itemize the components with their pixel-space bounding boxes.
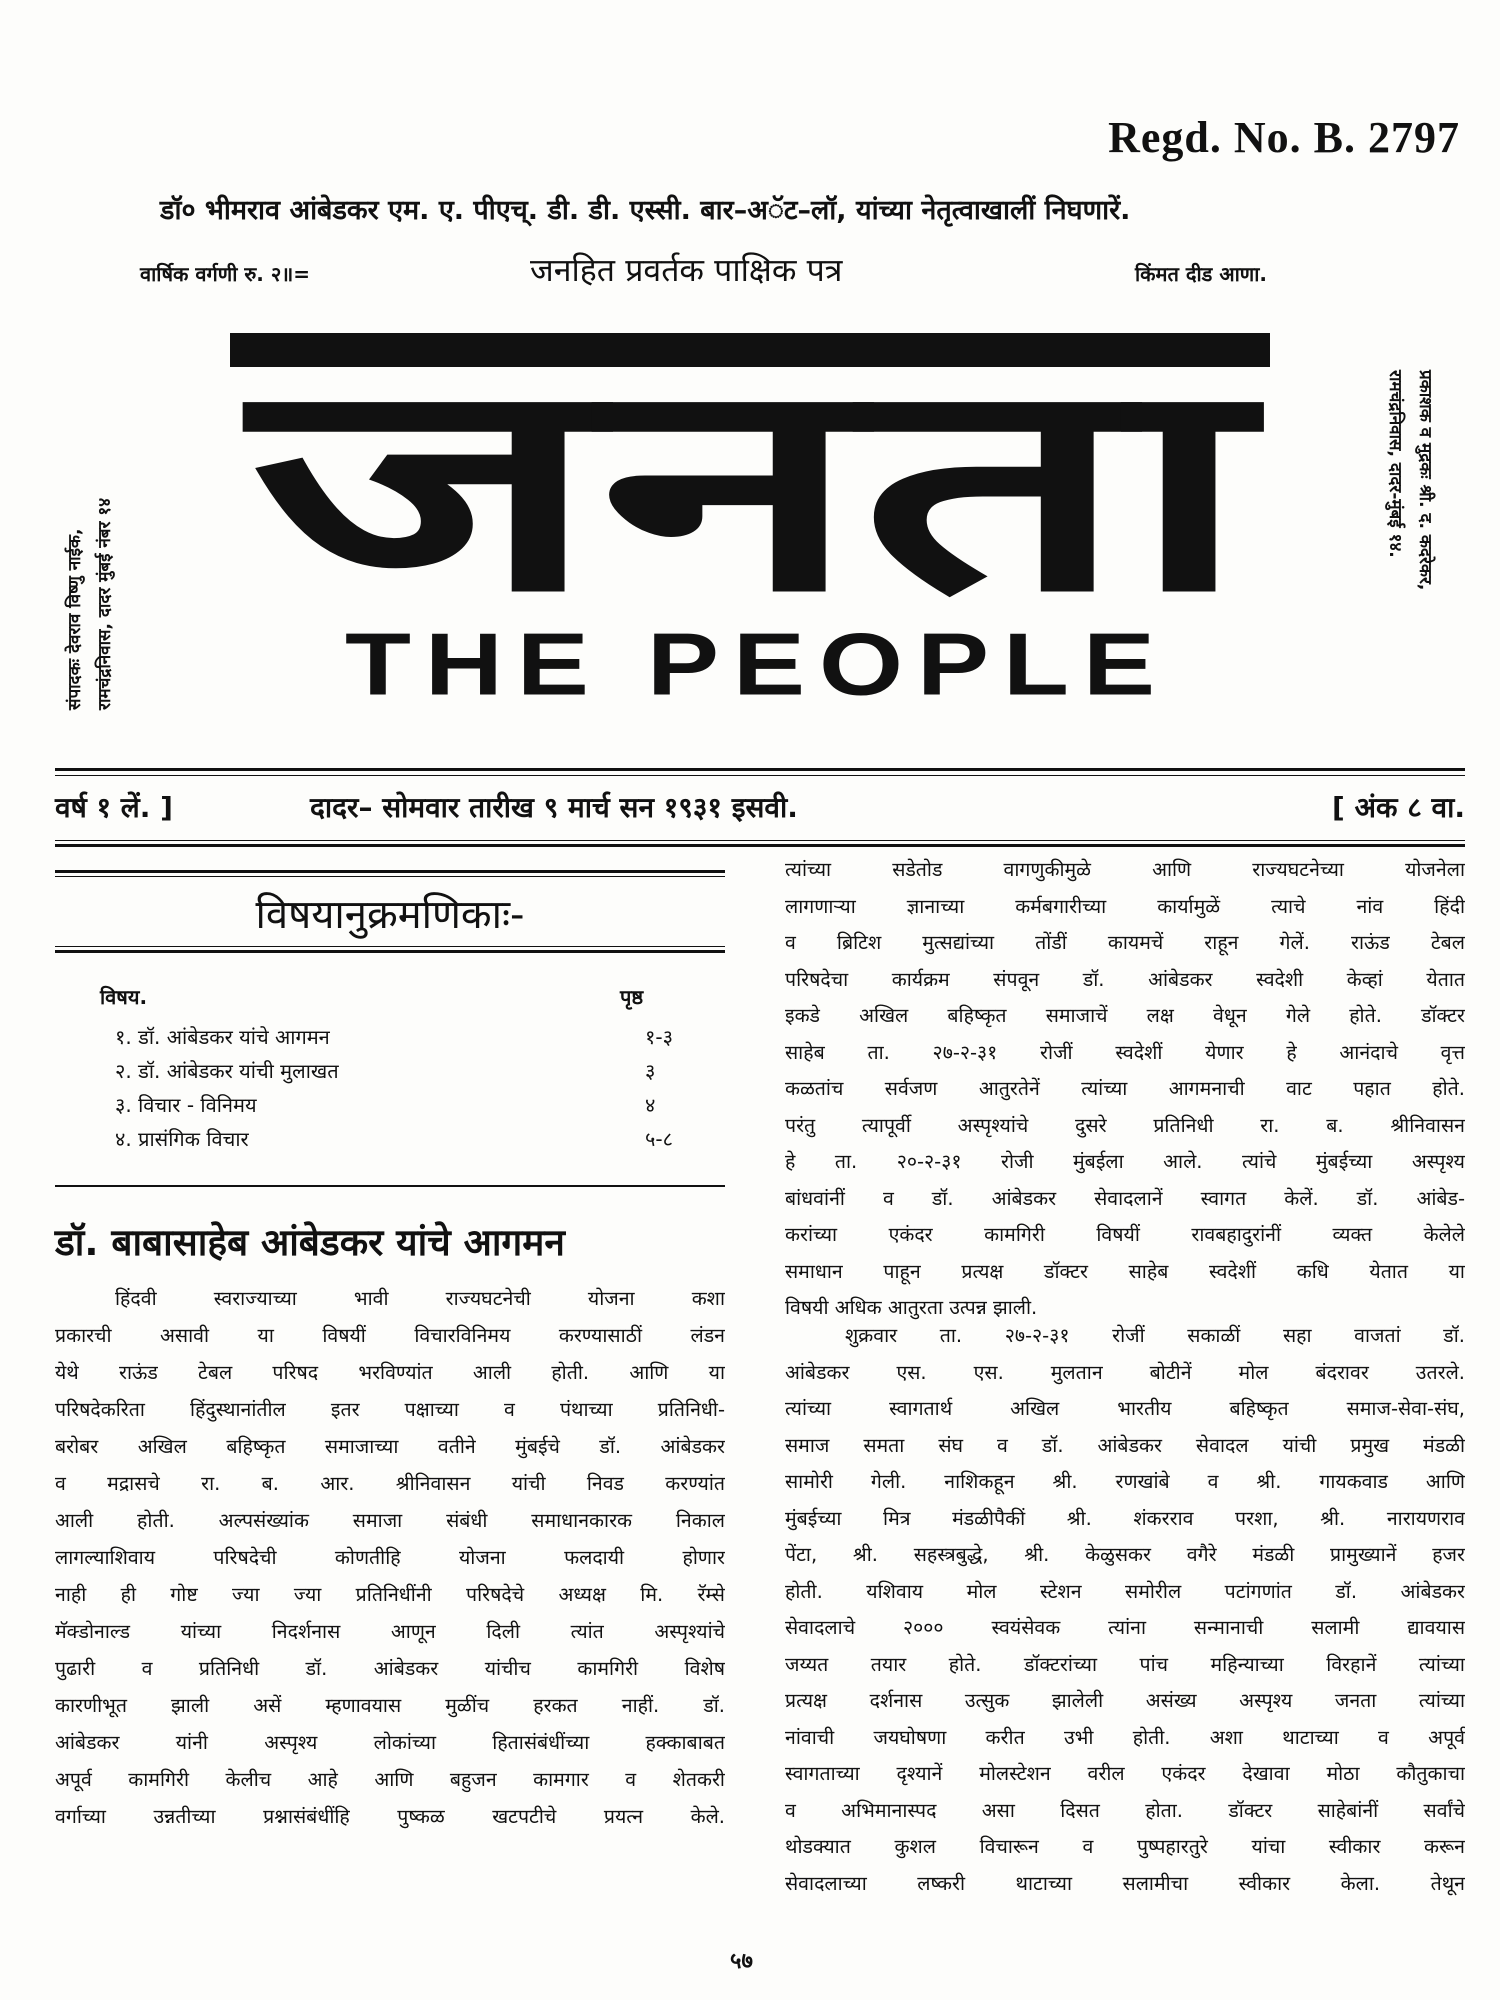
article-line: त्यांच्या सडेतोड वागणुकीमुळे आणि राज्यघटनेच्या योजनेला — [785, 858, 1465, 881]
article-line: प्रकारची असावी या विषयीं विचारविनिमय करण्यासाठीं लंडन — [55, 1324, 725, 1347]
article-line: समाधान पाहून प्रत्यक्ष डॉक्टर साहेब स्वदेशीं कधि येतात या — [785, 1259, 1465, 1283]
toc-rule — [55, 950, 725, 953]
toc-item-title: ४. प्रासंगिक विचार — [115, 1127, 249, 1151]
article-line: अपूर्व कामगिरी केलीच आहे आणि बहुजन कामगार व शेतकरी — [55, 1768, 725, 1791]
printer-credit-line1: प्रकाशक व मुद्रकः श्री. द. कदरेकर, — [1415, 370, 1435, 591]
article-line: जय्यत तयार होते. डॉक्टरांच्या पांच महिन्याच्या विरहानें त्यांच्या — [785, 1652, 1465, 1676]
article-line: सेवादलाचे २००० स्वयंसेवक त्यांना सन्मानाची सलामी द्यावयास — [785, 1616, 1465, 1639]
article-line: थोडक्यात कुशल विचारून व पुष्पहारतुरे यांचा स्वीकार करून — [785, 1835, 1465, 1858]
article-line: स्वागताच्या दृश्यानें मोलस्टेशन वरील एकंदर देखावा मोठा कौतुकाचा — [785, 1762, 1465, 1785]
article-line: येथे राऊंड टेबल परिषद भरविण्यांत आली होती. आणि या — [55, 1361, 725, 1384]
dateline — [55, 788, 1465, 834]
editor-credit-line2: रामचंद्रनिवास, दादर मुंबई नंबर १४ — [95, 497, 115, 710]
dateline-rule-top-thin — [55, 775, 1465, 776]
article-column-right-bottom — [785, 1318, 1465, 1902]
dateline-rule-bottom — [55, 840, 1465, 841]
article-line: पुढारी व प्रतिनिधी डॉ. आंबेडकर यांचीच कामगिरी विशेष — [55, 1657, 725, 1680]
toc-item-pages: १-३ — [645, 1025, 674, 1049]
article-line: वर्गाच्या उन्नतीच्या प्रश्नासंबंधींहि पुष्कळ खटपटीचे प्रयत्न केले. — [55, 1805, 725, 1828]
printer-credit-line2: रामचंद्रनिवास, दादर-मुंबई १४. — [1385, 370, 1405, 558]
toc-rule — [55, 870, 725, 873]
volume-number: वर्ष १ लें. ] — [55, 791, 173, 824]
article-line: हे ता. २०-२-३१ रोजी मुंबईला आले. त्यांचे मुंबईच्या अस्पृश्य — [785, 1150, 1465, 1173]
toc-item-title: २. डॉ. आंबेडकर यांची मुलाखत — [115, 1059, 339, 1083]
article-line: बरोबर अखिल बहिष्कृत समाजाच्या वतीने मुंबईचे डॉ. आंबेडकर — [55, 1435, 725, 1458]
article-line: आली होती. अल्पसंख्यांक समाजा संबंधी समाधानकारक निकाल — [55, 1509, 725, 1532]
article-line: करांच्या एकंदर कामगिरी विषयीं रावबहादुरांनीं व्यक्त केलेले — [785, 1223, 1465, 1246]
article-column-left — [55, 1280, 725, 1835]
toc-title: विषयानुक्रमणिकाः- — [255, 892, 525, 938]
article-line: कळतांच सर्वजण आतुरतेनें त्यांच्या आगमनाची वाट पहात होते. — [785, 1077, 1465, 1100]
article-line: पेंटा, श्री. सहस्त्रबुद्धे, श्री. केळुसकर वगैरे मंडळी प्रामुख्यानें हजर — [785, 1543, 1465, 1566]
article-line: परंतु त्यापूर्वी अस्पृश्यांचे दुसरे प्रतिनिधी रा. ब. श्रीनिवासन — [785, 1113, 1465, 1137]
toc-item-pages: ५-८ — [645, 1127, 674, 1151]
issue-number: [ अंक ८ वा. — [1332, 791, 1465, 824]
subscription-price: वार्षिक वर्गणी रु. २॥= — [140, 262, 311, 286]
table-of-contents — [55, 870, 725, 1159]
toc-item — [55, 1125, 725, 1159]
article-line: परिषदेचा कार्यक्रम संपवून डॉ. आंबेडकर स्वदेशी केव्हां येतात — [785, 967, 1465, 991]
article-line: विषयी अधिक आतुरता उत्पन्न झाली. — [785, 1296, 1038, 1319]
toc-col-subject: विषय. — [100, 985, 148, 1009]
article-column-right-top — [785, 852, 1465, 1327]
toc-item-pages: ४ — [645, 1093, 656, 1117]
article-title: डॉ. बाबासाहेब आंबेडकर यांचे आगमन — [55, 1221, 565, 1264]
article-line: साहेब ता. २७-२-३१ रोजीं स्वदेशीं येणार हे आनंदाचे वृत्त — [785, 1040, 1465, 1064]
editor-credit-line1: संपादकः देवराव विष्णु नाईक, — [65, 528, 85, 710]
toc-item-title: १. डॉ. आंबेडकर यांचे आगमन — [115, 1025, 330, 1049]
article-line: सामोरी गेली. नाशिकहून श्री. रणखांबे व श्री. गायकवाड आणि — [785, 1470, 1465, 1493]
article-line: समाज समता संघ व डॉ. आंबेडकर सेवादल यांची प्रमुख मंडळी — [785, 1433, 1465, 1457]
article-line: व ब्रिटिश मुत्सद्यांच्या तोंडीं कायमचें राहून गेलें. राऊंड टेबल — [785, 931, 1465, 954]
toc-bottom-rule — [55, 1185, 725, 1187]
article-line: मुंबईच्या मित्र मंडळीपैकीं श्री. शंकरराव परशा, श्री. नारायणराव — [785, 1506, 1465, 1530]
registration-number: Regd. No. B. 2797 — [1108, 113, 1460, 162]
article-line: होती. यशिवाय मोल स्टेशन समोरील पटांगणांत डॉ. आंबेडकर — [785, 1579, 1465, 1603]
page-number: ५७ — [730, 1949, 753, 1974]
issue-price: किंमत दीड आणा. — [1135, 262, 1268, 286]
masthead-marathi: जनता — [242, 325, 1268, 615]
article-line: परिषदेकरिता हिंदुस्थानांतील इतर पक्षाच्या व पंथाच्या प्रतिनिधी- — [55, 1398, 725, 1421]
article-line: इकडे अखिल बहिष्कृत समाजाचें लक्ष वेधून गेले होते. डॉक्टर — [785, 1004, 1465, 1027]
article-line: आंबेडकर यांनी अस्पृश्य लोकांच्या हितासंबंधींच्या हक्काबाबत — [55, 1731, 725, 1754]
leadership-line: डॉ० भीमराव आंबेडकर एम. ए. पीएच्. डी. डी. एस्सी. बार–अॅट–लॉ, यांच्या नेतृत्वाखालीं निघणारें. — [160, 195, 1131, 226]
toc-item-pages: ३ — [645, 1059, 656, 1083]
dateline-rule-top — [55, 768, 1465, 771]
toc-item — [55, 1023, 725, 1057]
article-line: लागणाऱ्या ज्ञानाच्या कर्मबगारीच्या कार्यामुळें त्याचे नांव हिंदी — [785, 894, 1465, 918]
dateline-rule-bottom-thick — [55, 844, 1465, 847]
toc-item — [55, 1057, 725, 1091]
editor-credit — [60, 380, 130, 710]
article-line: शुक्रवार ता. २७-२-३१ रोजीं सकाळीं सहा वाजतां डॉ. — [845, 1324, 1465, 1347]
article-line: प्रत्यक्ष दर्शनास उत्सुक झालेली असंख्य अस्पृश्य जनता त्यांच्या — [785, 1689, 1465, 1712]
article-line: आंबेडकर एस. एस. मुलतान बोटीनें मोल बंदरावर उतरले. — [785, 1360, 1465, 1384]
article-line: लागल्याशिवाय परिषदेची कोणतीहि योजना फलदायी होणार — [55, 1546, 725, 1569]
article-line: बांधवांनीं व डॉ. आंबेडकर सेवादलानें स्वागत केलें. डॉ. आंबेड- — [785, 1186, 1465, 1210]
article-line: नांवाची जयघोषणा करीत उभी होती. अशा थाटाच्या व अपूर्व — [785, 1725, 1465, 1749]
article-line: कारणीभूत झाली असें म्हणावयास मुळींच हरकत नाहीं. डॉ. — [55, 1694, 725, 1717]
article-line: व अभिमानास्पद असा दिसत होता. डॉक्टर साहेबांनीं सर्वांचे — [785, 1798, 1465, 1822]
toc-header-row — [55, 983, 725, 1023]
article-line: व मद्रासचे रा. ब. आर. श्रीनिवासन यांची निवड करण्यांत — [55, 1472, 725, 1495]
article-line: त्यांच्या स्वागतार्थ अखिल भारतीय बहिष्कृत समाज-सेवा-संघ, — [785, 1397, 1465, 1420]
article-line: नाही ही गोष्ट ज्या ज्या प्रतिनिधींनी परिषदेचे अध्यक्ष मि. रॅम्से — [55, 1583, 725, 1606]
toc-item-title: ३. विचार - विनिमय — [115, 1093, 257, 1117]
masthead-logo — [230, 325, 1270, 615]
tagline: जनहित प्रवर्तक पाक्षिक पत्र — [530, 251, 843, 289]
toc-item — [55, 1091, 725, 1125]
article-line: हिंदवी स्वराज्याच्या भावी राज्यघटनेची योजना कशा — [115, 1287, 725, 1310]
article-line: मॅक्डोनाल्ड यांच्या निदर्शनास आणून दिली त्यांत अस्पृश्यांचे — [55, 1620, 725, 1643]
printer-credit — [1380, 370, 1440, 690]
masthead-english: THE PEOPLE — [344, 614, 1170, 714]
toc-col-page: पृष्ठ — [620, 985, 644, 1009]
toc-rule-thin — [55, 946, 725, 947]
article-line: सेवादलाच्या लष्करी थाटाच्या सलामीचा स्वीकार केला. तेथून — [785, 1871, 1465, 1895]
place-date: दादर– सोमवार तारीख ९ मार्च सन १९३१ इसवी. — [310, 791, 798, 824]
